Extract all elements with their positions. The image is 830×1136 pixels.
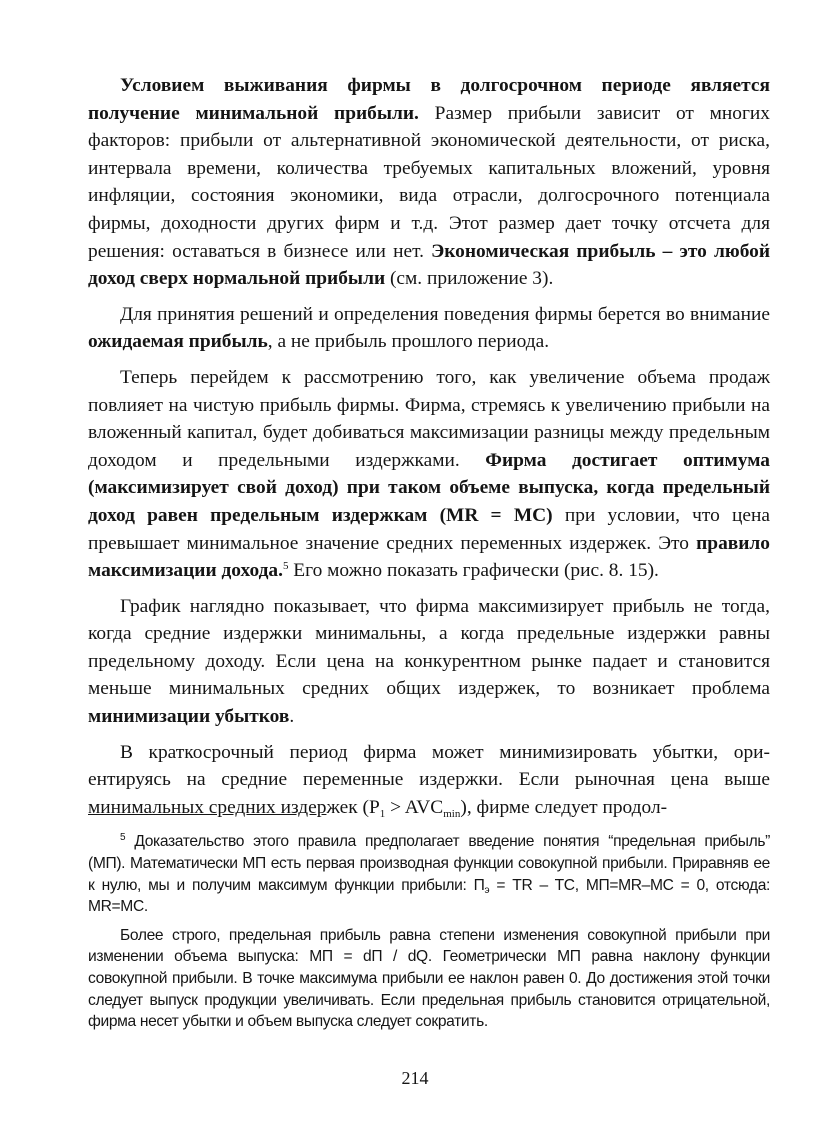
bold-text: Экономическая прибыль – это любой доход сверх нормальной прибыли xyxy=(88,240,771,290)
footnotes xyxy=(88,831,770,1032)
text: = TR – TC, МП=MR–MC = 0, отсюда: MR=MC. xyxy=(88,876,771,916)
bold-text: минимизации убытков xyxy=(88,706,290,728)
text: > AVC xyxy=(385,796,444,818)
bold-text: Условием выживания фирмы в долгосрочном периоде является получение минимальной прибыли. xyxy=(88,75,770,124)
paragraph-1 xyxy=(88,72,770,293)
text: Для принятия решений и определения поведения фирмы берется во внимание xyxy=(120,303,770,325)
text: Размер прибыли зависит от многих факторов: прибыли от альтернативной экономической деятельности, от риска, интервала времени, количества требуемых капитальных вложений, уровня инфляции, состояния экономики, вида отрасли, долгосрочного потенциала фирмы, доходности других фирм и т.д. Этот размер дает точку отсчета для решения: оставаться в бизнесе или нет. xyxy=(88,102,770,262)
footnote-1 xyxy=(88,831,770,917)
text: Более строго, предельная прибыль равна степени изменения совокупной прибыли при изменении объема выпуска: МП = dП / dQ. Геометрически МП равна наклону функции совокупной прибыли. В точке максимума прибыли ее наклон равен 0. До достижения этой точки следует выпуск продукции увеличивать. Если предельная прибыль становится отрицательной, фирма несет убытки и объем выпуска следует сократить. xyxy=(88,926,770,1031)
underlined-text: минимальных средних издер xyxy=(88,796,327,818)
text: Теперь перейдем к рассмотрению того, как увеличение объема продаж повлияет на чистую прибыль фирмы. Фирма, стремясь к увеличению прибыли на вложенный капитал, будет добиваться максимизации разницы между предельным доходом и предельными издержками. xyxy=(88,366,770,471)
bold-text: ожидаемая прибыль xyxy=(88,331,268,353)
paragraph-3 xyxy=(88,364,770,585)
text: . xyxy=(289,706,295,728)
text: ), фирме следует продол- xyxy=(460,796,668,818)
text: жек (P xyxy=(326,796,380,818)
bold-text: Фирма достигает оптимума (максимизирует свой доход) при таком объеме выпуска, когда предельный доход равен предельным издержкам (MR = MC) xyxy=(88,449,770,526)
text: Его можно показать графически (рис. 8. 15). xyxy=(288,560,659,582)
page-number: 214 xyxy=(401,1068,429,1088)
paragraph-5 xyxy=(88,739,770,822)
text: (см. приложение 3). xyxy=(385,268,554,290)
text: График наглядно показывает, что фирма максимизирует прибыль не тогда, когда средние издержки минимальны, а когда предельные издержки равны предельному доходу. Если цена на конкурентном рынке падает и становится меньше минимальных средних общих издержек, то возникает проблема xyxy=(88,595,770,700)
subscript: э xyxy=(484,884,490,896)
bold-text: правило максимизации дохода. xyxy=(88,532,770,582)
footnote-marker: 5 xyxy=(120,832,126,844)
page-body xyxy=(88,72,770,1040)
paragraph-4 xyxy=(88,593,770,731)
text: при условии, что цена превышает минимальное значение средних переменных издержек. Это xyxy=(88,504,770,554)
subscript: 1 xyxy=(379,807,386,820)
text: В краткосрочный период фирма может минимизировать убытки, ориентируясь на средние переменные издержки. Если рыночная цена выше xyxy=(88,741,770,791)
text: , а не прибыль прошлого периода. xyxy=(267,331,550,353)
subscript: min xyxy=(443,807,461,820)
paragraph-2 xyxy=(88,301,770,356)
footnote-ref: 5 xyxy=(282,560,289,573)
text: Доказательство этого правила предполагает введение понятия “предельная прибыль” (МП). Математически МП есть первая производная функции совокупной прибыли. Приравняв ее к нулю, мы и получим максимум функции прибыли: П xyxy=(88,833,770,894)
footnote-2 xyxy=(88,925,770,1033)
